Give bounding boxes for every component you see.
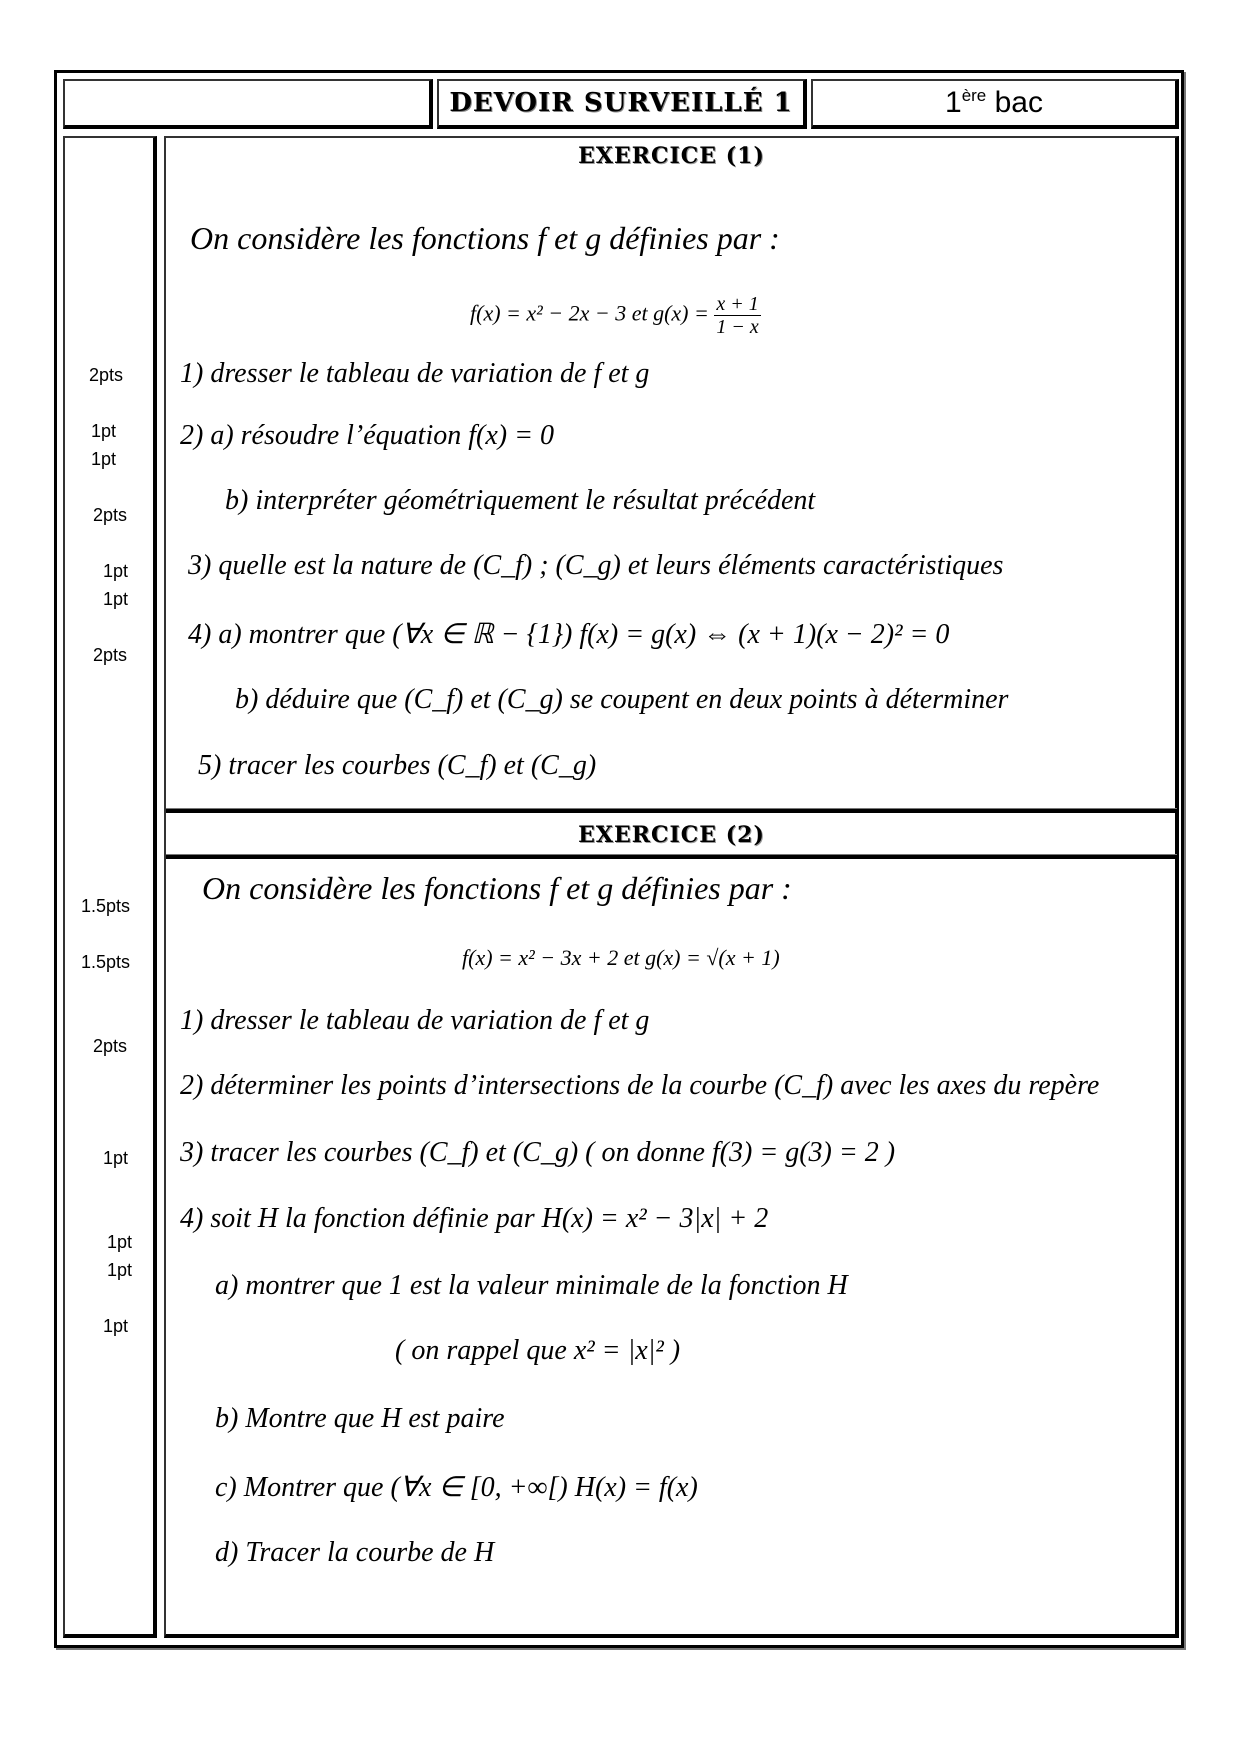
exercise-1-definition: f(x) = x² − 2x − 3 et g(x) = $\frac{x + 1}{1 - x}$ bbox=[470, 293, 759, 338]
header-level-cell bbox=[811, 79, 1179, 129]
points-ex2-q2: 1.5pts bbox=[81, 952, 131, 972]
exercise-2-definition: f(x) = x² − 3x + 2 et g(x) = √(x + 1) bbox=[462, 945, 780, 970]
ex1-question-4a: 4) a) montrer que (∀x ∈ ℝ − {1}) f(x) = g(x) ⇔ (x + 1)(x − 2)² = 0 bbox=[188, 619, 950, 650]
ex2-question-4c: c) Montrer que (∀x ∈ [0, +∞[) H(x) = f(x) bbox=[215, 1472, 698, 1503]
points-ex2-q4: 1pt bbox=[103, 1148, 129, 1168]
exercise-2-intro: On considère les fonctions f et g définies par : bbox=[202, 870, 792, 906]
ex1-question-4b: b) déduire que (C_f) et (C_g) se coupent en deux points à déterminer bbox=[235, 684, 1009, 715]
ex1-question-3: 3) quelle est la nature de (C_f) ; (C_g) et leurs éléments caractéristiques bbox=[188, 550, 1004, 581]
points-ex1-q5: 2pts bbox=[93, 645, 128, 665]
points-ex2-q1: 1.5pts bbox=[81, 896, 131, 916]
ex2-question-3: 3) tracer les courbes (C_f) et (C_g) ( on donne f(3) = g(3) = 2 ) bbox=[180, 1137, 896, 1168]
ex1-question-1: 1) dresser le tableau de variation de f et g bbox=[180, 358, 650, 389]
points-ex1-q3: 2pts bbox=[93, 505, 128, 525]
document-title: DEVOIR SURVEILLÉ 1 bbox=[449, 88, 793, 118]
points-ex2-q4b: 1pt bbox=[107, 1260, 133, 1280]
exercise-2-title: EXERCICE (2) bbox=[578, 822, 765, 848]
points-ex2-q3: 2pts bbox=[93, 1036, 128, 1056]
ex2-question-4b: b) Montre que H est paire bbox=[215, 1403, 505, 1434]
ex2-question-4d: d) Tracer la courbe de H bbox=[215, 1537, 495, 1568]
points-ex1-q2b: 1pt bbox=[91, 449, 117, 469]
ex1-question-2b: b) interpréter géométriquement le résultat précédent bbox=[225, 485, 816, 516]
header-title-cell bbox=[437, 79, 807, 129]
divider-top bbox=[166, 808, 1177, 813]
ex1-question-2a: 2) a) résoudre l’équation f(x) = 0 bbox=[180, 420, 554, 451]
ex2-question-2: 2) déterminer les points d’intersections de la courbe (C_f) avec les axes du repère bbox=[180, 1070, 1100, 1101]
header-blank-cell bbox=[63, 79, 433, 129]
points-ex1-q4a: 1pt bbox=[103, 561, 129, 581]
ex1-question-5: 5) tracer les courbes (C_f) et (C_g) bbox=[198, 750, 597, 781]
points-ex1-q4b: 1pt bbox=[103, 589, 129, 609]
exercise-1-intro: On considère les fonctions f et g définies par : bbox=[190, 220, 780, 256]
ex2-question-4a-hint: ( on rappel que x² = |x|² ) bbox=[395, 1335, 681, 1366]
points-ex2-q4a: 1pt bbox=[107, 1232, 133, 1252]
points-ex2-q4c: 1pt bbox=[103, 1316, 129, 1336]
divider-bottom bbox=[166, 854, 1177, 859]
points-ex1-q2a: 1pt bbox=[91, 421, 117, 441]
class-level: 1ère bac bbox=[945, 86, 1043, 119]
ex2-question-4: 4) soit H la fonction définie par H(x) = x² − 3|x| + 2 bbox=[180, 1203, 769, 1234]
exercise-1-title: EXERCICE (1) bbox=[578, 143, 765, 169]
g-fraction: $\frac{x + 1}{1 - x}$ bbox=[716, 293, 759, 338]
ex2-question-4a: a) montrer que 1 est la valeur minimale de la fonction H bbox=[215, 1270, 848, 1301]
points-ex1-q1: 2pts bbox=[89, 365, 124, 385]
ex2-question-1: 1) dresser le tableau de variation de f et g bbox=[180, 1005, 650, 1036]
points-column bbox=[63, 136, 157, 1638]
